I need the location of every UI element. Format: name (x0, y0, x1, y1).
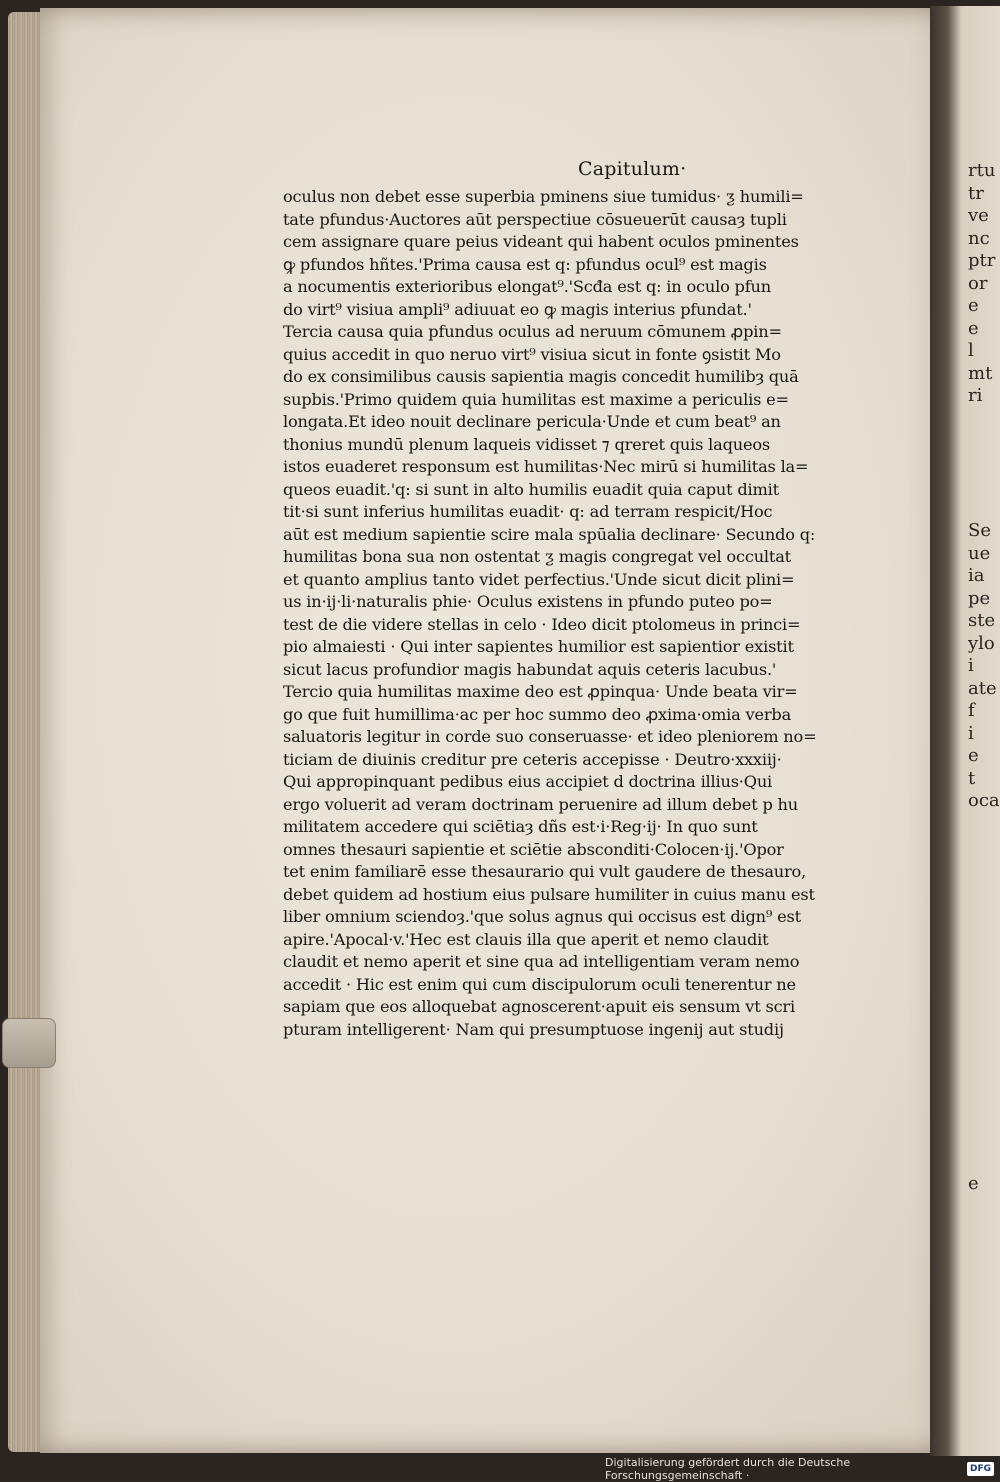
text-line: Tercia causa quia pfundus oculus ad neruum cōmunem ꝓpin= (283, 322, 782, 341)
text-line: istos euaderet responsum est humilitas·Nec mirū si humilitas la= (283, 457, 809, 476)
text-line: claudit et nemo aperit et sine qua ad intelligentiam veram nemo (283, 952, 800, 971)
adjacent-page-text (968, 160, 1000, 1460)
text-line: debet quidem ad hostium eius pulsare humiliter in cuius manu est (283, 884, 815, 904)
text-line: oculus non debet esse superbia pminens siue tumidus· ƺ humili= (283, 187, 804, 206)
text-line: ergo voluerit ad veram doctrinam peruenire ad illum debet p hu (283, 794, 798, 814)
bookmark-tab (2, 1018, 56, 1068)
adjacent-text-line (968, 880, 1000, 903)
text-line: apire.'Apocal·v.'Hec est clauis illa que aperit et nemo claudit (283, 929, 769, 949)
adjacent-text-line: e (968, 295, 979, 316)
adjacent-text-line (968, 1218, 1000, 1241)
text-line: us in·ij·li·naturalis phie· Oculus existens in pfundo puteo po= (283, 592, 773, 611)
adjacent-text-line: t (968, 767, 976, 789)
adjacent-text-line: mt (968, 362, 993, 384)
adjacent-text-line (968, 1150, 1000, 1173)
text-line: liber omnium sciendoȝ.'que solus agnus qui occisus est dign⁹ est (283, 907, 801, 926)
adjacent-text-line (968, 858, 1000, 881)
text-line: saluatoris legitur in corde suo conseruasse· et ideo pleniorem no= (283, 727, 817, 746)
text-line: humilitas bona sua non ostentat ƺ magis congregat vel occultat (283, 547, 791, 566)
adjacent-text-line (968, 1195, 1000, 1218)
adjacent-text-line (968, 1060, 1000, 1083)
adjacent-text-line (968, 925, 1000, 948)
text-line: quius accedit in quo neruo virt⁹ visiua sicut in fonte ꝯsistit Mo (283, 344, 781, 364)
text-line: a nocumentis exterioribus elongat⁹.'Scđa est q: in oculo pfun (283, 277, 771, 296)
adjacent-text-line: e (968, 1172, 979, 1194)
adjacent-text-line: tr (968, 182, 984, 204)
dfg-logo[interactable]: DFG (967, 1462, 994, 1476)
adjacent-text-line (968, 1038, 1000, 1061)
text-line: queos euadit.'q: si sunt in alto humilis euadit quia caput dimit (283, 479, 779, 499)
adjacent-text-line (968, 1105, 1000, 1128)
adjacent-text-line (968, 408, 1000, 431)
footer-credit-text: Digitalisierung gefördert durch die Deutsche Forschungsgemeinschaft · (605, 1456, 851, 1482)
text-line: accedit · Hic est enim qui cum discipulorum oculi tenerentur ne (283, 974, 796, 994)
text-line: et quanto amplius tanto videt perfectius.'Unde sicut dicit plini= (283, 569, 795, 589)
adjacent-text-line: nc (968, 227, 990, 249)
running-head: Capitulum· (578, 158, 687, 180)
adjacent-text-line: or (968, 272, 988, 294)
text-line: Tercio quia humilitas maxime deo est ꝓpinqua· Unde beata vir= (283, 682, 798, 701)
adjacent-text-line (968, 430, 1000, 453)
adjacent-text-line: ia (968, 565, 985, 586)
adjacent-text-line (968, 1015, 1000, 1038)
adjacent-text-line (968, 1263, 1000, 1286)
adjacent-text-line: rtu (968, 160, 996, 181)
adjacent-text-line (968, 835, 1000, 858)
adjacent-text-line (968, 970, 1000, 993)
adjacent-text-line: oca (968, 790, 1000, 811)
text-line: ticiam de diuinis creditur pre ceteris accepisse · Deutro·xxxiij· (283, 749, 782, 769)
adjacent-text-line: ste (968, 610, 996, 631)
adjacent-text-line: ue (968, 542, 991, 564)
text-line: tit·si sunt inferius humilitas euadit· q: ad terram respicit/Hoc (283, 502, 773, 521)
adjacent-text-line: ate (968, 677, 997, 699)
adjacent-text-line (968, 1285, 1000, 1308)
adjacent-text-line: ptr (968, 250, 996, 271)
adjacent-text-line: e (968, 317, 979, 339)
adjacent-text-line: i (968, 655, 974, 676)
text-line: ꝙ pfundos hñtes.'Prima causa est q: pfundus ocul⁹ est magis (283, 254, 767, 274)
adjacent-text-line: i (968, 722, 974, 744)
text-line: Qui appropinquant pedibus eius accipiet d doctrina illius·Qui (283, 772, 773, 791)
text-line: do virt⁹ visiua ampli⁹ adiuuat eo ꝙ magis interius pfundat.' (283, 299, 752, 319)
adjacent-text-line: ve (968, 205, 989, 226)
text-line: test de die videre stellas in celo · Ideo dicit ptolomeus in princi= (283, 614, 801, 634)
adjacent-text-line: f (968, 700, 975, 721)
text-line: militatem accedere qui sciētiaȝ dñs est·i·Reg·ij· In quo sunt (283, 817, 758, 836)
text-line: go que fuit humillima·ac per hoc summo deo ꝓxima·omia verba (283, 704, 792, 724)
text-line: tate pfundus·Auctores aūt perspectiue cōsueuerūt causaȝ tupli (283, 209, 787, 229)
text-line: omnes thesauri sapientie et sciētie absconditi·Colocen·ij.'Opor (283, 839, 784, 859)
adjacent-text-line (968, 1308, 1000, 1331)
text-line: aūt est medium sapientie scire mala spūalia declinare· Secundo q: (283, 524, 816, 544)
adjacent-text-line (968, 948, 1000, 971)
text-line: supbis.'Primo quidem quia humilitas est maxime a periculis e= (283, 389, 789, 409)
adjacent-text-line: e (968, 745, 979, 766)
adjacent-text-line (968, 1083, 1000, 1106)
adjacent-text-line (968, 453, 1000, 476)
adjacent-text-line (968, 475, 1000, 498)
adjacent-text-line (968, 498, 1000, 521)
text-line: thonius mundū plenum laqueis vidisset ⁊ qreret quis laqueos (283, 434, 770, 454)
adjacent-text-line: l (968, 340, 974, 361)
adjacent-text-line (968, 993, 1000, 1016)
adjacent-text-line: Se (968, 520, 991, 541)
adjacent-text-line (968, 1330, 1000, 1353)
adjacent-text-line (968, 903, 1000, 926)
adjacent-text-line: ylo (968, 632, 995, 654)
adjacent-text-line (968, 1240, 1000, 1263)
text-line: tet enim familiarē esse thesaurario qui vult gaudere de thesauro, (283, 862, 807, 881)
page-text (283, 186, 923, 1041)
text-line: longata.Et ideo nouit declinare pericula·Unde et cum beat⁹ an (283, 412, 781, 431)
adjacent-text-line: pe (968, 587, 991, 609)
text-line: sapiam que eos alloquebat agnoscerent·apuit eis sensum vt scri (283, 997, 795, 1016)
adjacent-text-line (968, 813, 1000, 836)
text-line: do ex consimilibus causis sapientia magis concedit humilibȝ quā (283, 367, 799, 386)
text-line: sicut lacus profundior magis habundat aquis ceteris lacubus.' (283, 659, 777, 679)
adjacent-text-line: ri (968, 385, 983, 406)
footer-credit-bar (605, 1456, 994, 1482)
text-line: cem assignare quare peius videant qui habent oculos pminentes (283, 232, 799, 251)
text-line: pturam intelligerent· Nam qui presumptuose ingenij aut studij (283, 1019, 784, 1039)
adjacent-text-line (968, 1128, 1000, 1151)
text-line: pio almaiesti · Qui inter sapientes humilior est sapientior existit (283, 637, 794, 656)
